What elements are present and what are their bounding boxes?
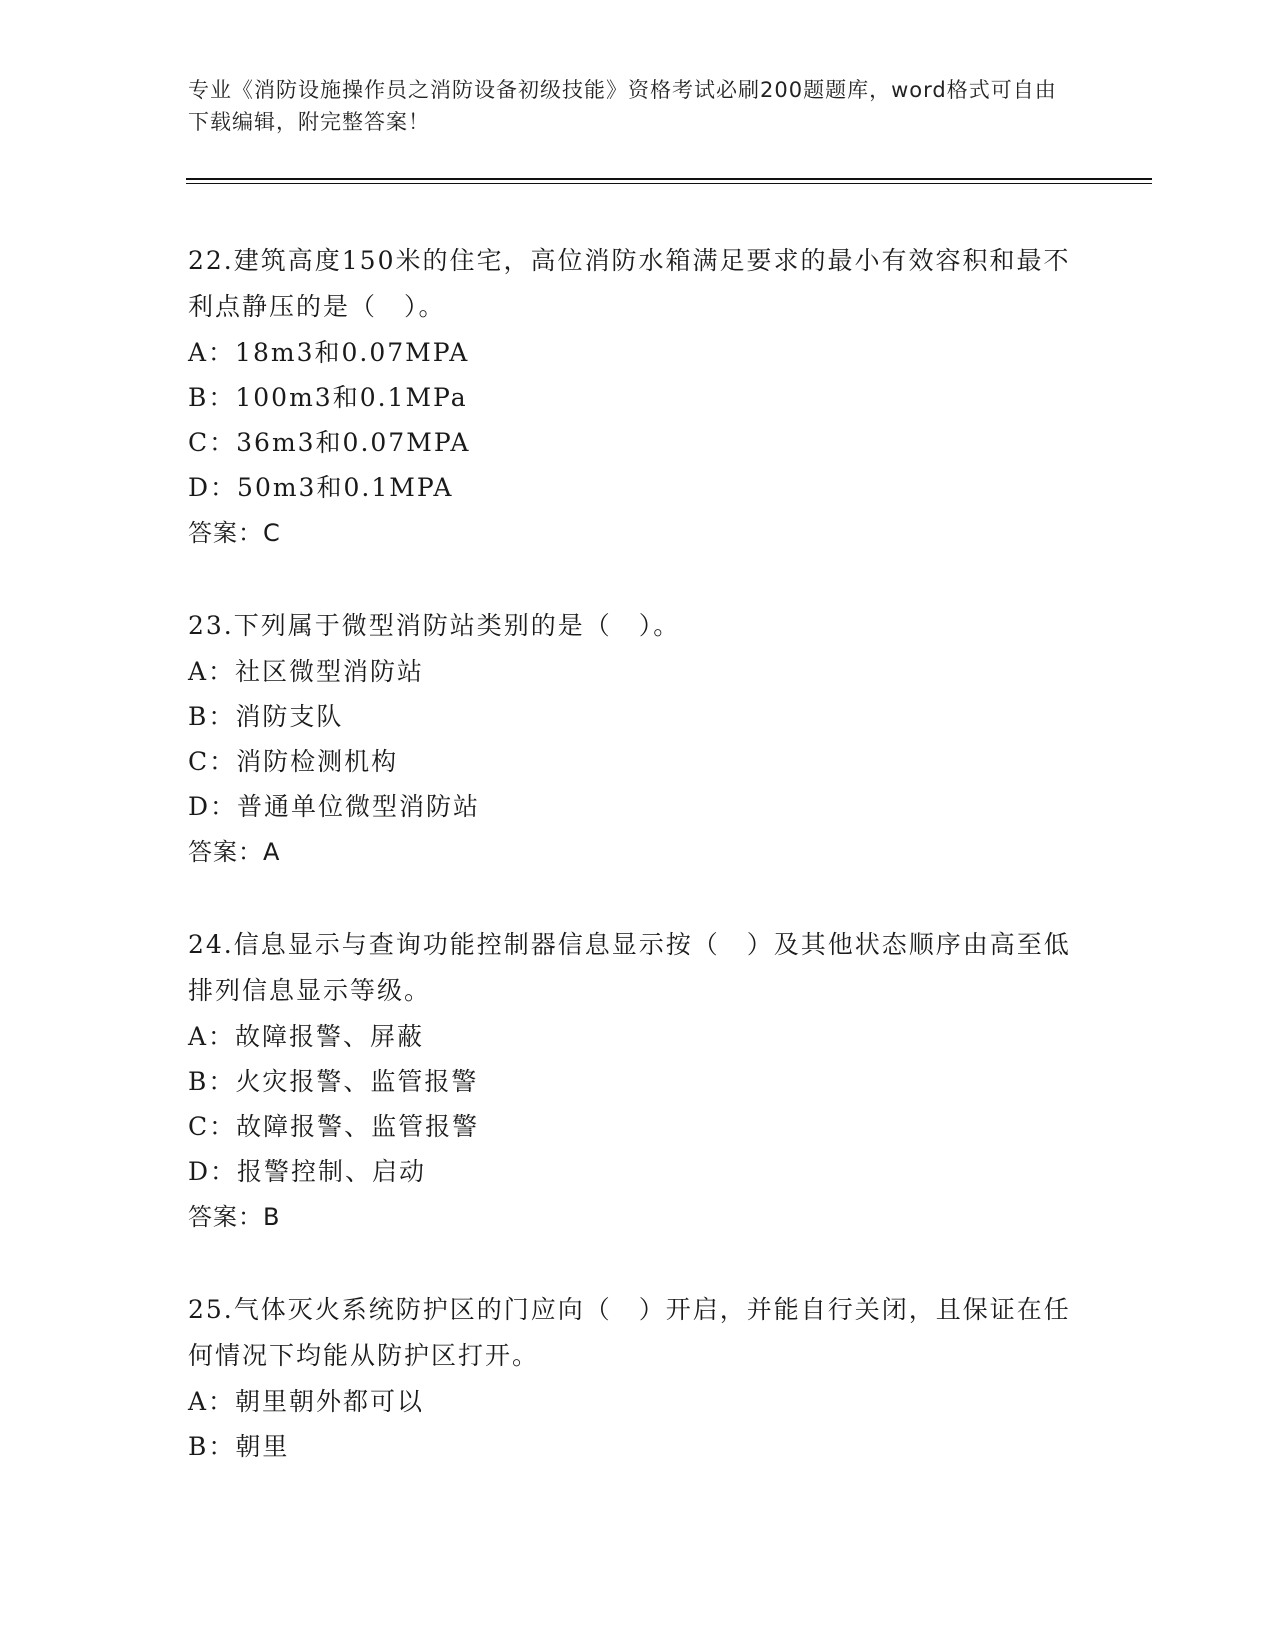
option-d: D：报警控制、启动 <box>188 1157 427 1186</box>
question-stem: 25.气体灭火系统防护区的门应向（ ）开启，并能自行关闭，且保证在任何情况下均能从防护区打开。 <box>188 1295 1071 1370</box>
question-stem: 23.下列属于微型消防站类别的是（ ）。 <box>188 611 681 640</box>
question-stem: 24.信息显示与查询功能控制器信息显示按（ ）及其他状态顺序由高至低排列信息显示等级。 <box>188 930 1071 1005</box>
option-b: B：火灾报警、监管报警 <box>188 1067 479 1096</box>
question-24 <box>188 922 1088 1240</box>
answer-line: 答案：C <box>188 519 281 547</box>
answer-line: 答案：B <box>188 1203 281 1231</box>
option-d: D：普通单位微型消防站 <box>188 792 481 821</box>
option-a: A：朝里朝外都可以 <box>188 1387 425 1416</box>
option-b: B：100m3和0.1MPa <box>188 383 468 412</box>
header-rule-thin <box>186 183 1152 184</box>
document-header: 专业《消防设施操作员之消防设备初级技能》资格考试必刷200题题库，word格式可自由下载编辑，附完整答案！ <box>188 78 1057 134</box>
option-a: A：故障报警、屏蔽 <box>188 1022 425 1051</box>
option-c: C：36m3和0.07MPA <box>188 428 471 457</box>
header-rule-thick <box>186 178 1152 180</box>
question-23 <box>188 603 1088 875</box>
question-22 <box>188 238 1088 556</box>
option-b: B：消防支队 <box>188 702 344 731</box>
answer-line: 答案：A <box>188 838 281 866</box>
option-c: C：故障报警、监管报警 <box>188 1112 480 1141</box>
question-stem: 22.建筑高度150米的住宅，高位消防水箱满足要求的最小有效容积和最不利点静压的是（ ）。 <box>188 246 1071 321</box>
option-a: A：18m3和0.07MPA <box>188 338 470 367</box>
question-list <box>188 238 1088 1516</box>
option-d: D：50m3和0.1MPA <box>188 473 454 502</box>
option-a: A：社区微型消防站 <box>188 657 425 686</box>
option-c: C：消防检测机构 <box>188 747 399 776</box>
option-b: B：朝里 <box>188 1432 290 1461</box>
question-25 <box>188 1287 1088 1469</box>
